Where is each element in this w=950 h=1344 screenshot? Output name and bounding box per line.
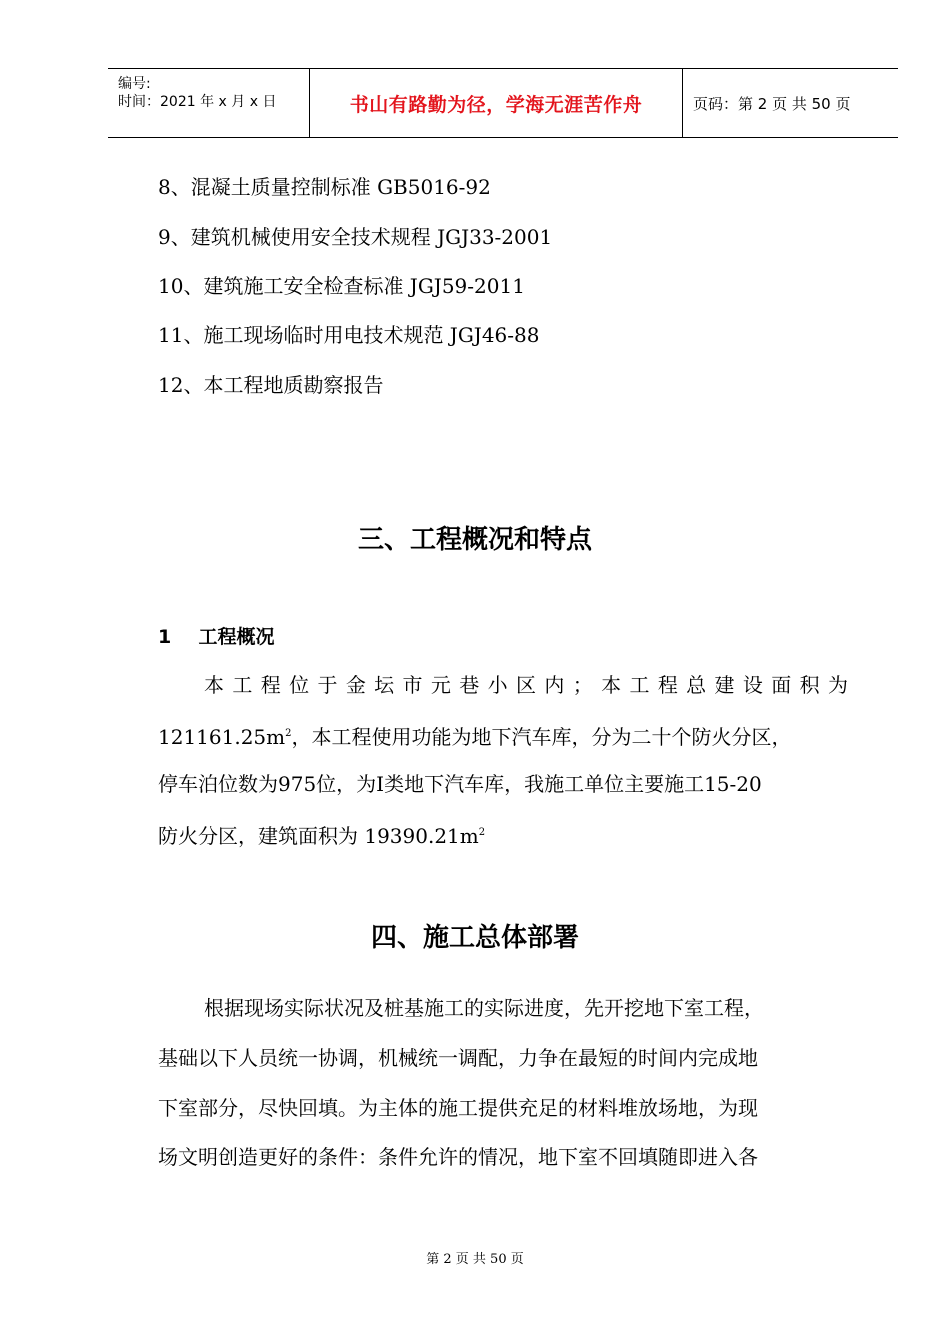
section-3-heading: 三、工程概况和特点 <box>357 525 592 555</box>
deployment-line: 场文明创造更好的条件：条件允许的情况，地下室不回填随即进入各 <box>158 1145 758 1169</box>
deployment-line: 基础以下人员统一协调，机械统一调配，力争在最短的时间内完成地 <box>158 1046 758 1070</box>
overview-line: 本工程位于金坛市元巷小区内；本工程总建设面积为 <box>204 673 848 697</box>
motto-text: 书山有路勤为径，学海无涯苦作舟 <box>349 93 643 116</box>
overview-line: $121161.25m^2$，本工程使用功能为地下汽车库，分为二十个防火分区， <box>158 725 792 749</box>
header-info-cell <box>108 69 310 137</box>
page-footer: 第 2 页 共 50 页 <box>426 1252 524 1267</box>
subsection-heading <box>158 622 275 649</box>
page-code: 页码：第 2 页 共 50 页 <box>693 94 851 113</box>
reference-item: 8、混凝土质量控制标准 GB5016-92 <box>158 175 491 199</box>
date-line: 时间：2021 年 x 月 x 日 <box>118 94 277 110</box>
page-header <box>108 68 898 138</box>
reference-item: 9、建筑机械使用安全技术规程 JGJ33-2001 <box>158 225 553 249</box>
overview-line: 停车泊位数为975位，为Ⅰ类地下汽车库，我施工单位主要施工15-20 <box>158 772 762 796</box>
code-label: 编号: <box>118 76 151 92</box>
header-motto-cell <box>310 69 683 137</box>
header-page-cell <box>683 69 898 137</box>
reference-item: 11、施工现场临时用电技术规范 JGJ46-88 <box>158 323 540 347</box>
subsection-number: 1 <box>158 626 172 648</box>
deployment-line: 根据现场实际状况及桩基施工的实际进度，先开挖地下室工程， <box>204 996 764 1020</box>
deployment-line: 下室部分，尽快回填。为主体的施工提供充足的材料堆放场地，为现 <box>158 1096 758 1120</box>
subsection-title: 工程概况 <box>198 626 275 648</box>
section-4-heading: 四、施工总体部署 <box>370 923 579 953</box>
reference-item: 10、建筑施工安全检查标准 JGJ59-2011 <box>158 274 525 298</box>
reference-item: 12、本工程地质勘察报告 <box>158 373 384 397</box>
overview-line: 防火分区，建筑面积为 $19390.21m^2$ <box>158 824 486 848</box>
